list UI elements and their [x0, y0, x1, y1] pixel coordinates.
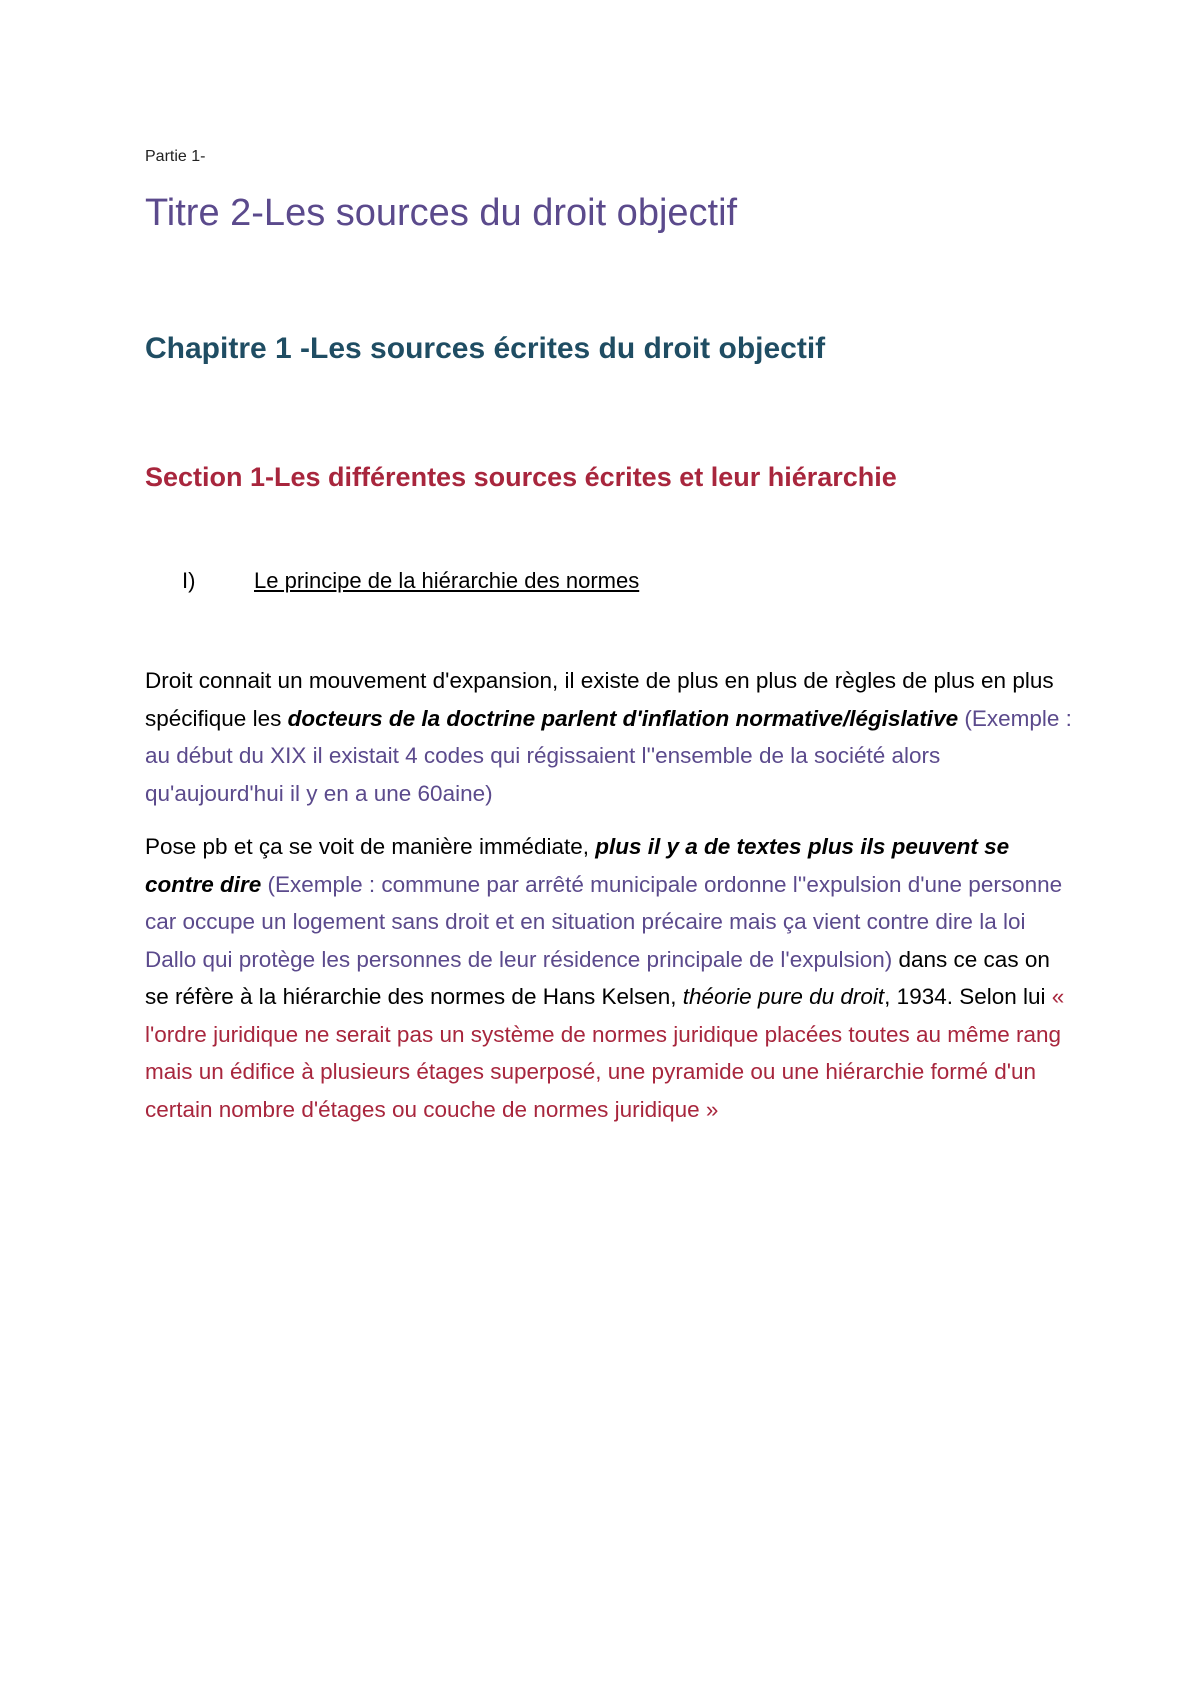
part-label: Partie 1-	[145, 148, 206, 165]
chapter-heading: Chapitre 1 -Les sources écrites du droit objectif	[145, 332, 826, 365]
paragraph-1	[145, 662, 1075, 812]
paragraph-1-emphasis: docteurs de la doctrine parlent d'inflation normative/législative	[287, 705, 959, 731]
subheading-number: I)	[182, 568, 196, 593]
paragraph-2-continuation: dans ce cas on se réfère à la hiérarchie des normes de Hans Kelsen,	[145, 946, 1050, 1009]
paragraph-2-year: , 1934. Selon lui	[884, 984, 1052, 1009]
paragraph-2	[145, 828, 1075, 1128]
subheading	[182, 568, 639, 594]
paragraph-1-intro: Droit connait un mouvement d'expansion, il existe de plus en plus de règles de plus en plus spécifique les	[145, 668, 1054, 731]
paragraph-2-emphasis: plus il y a de textes plus ils peuvent se contre dire	[145, 834, 1010, 897]
paragraph-2-work-title: théorie pure du droit	[682, 984, 885, 1009]
paragraph-2-quote: « l'ordre juridique ne serait pas un système de normes juridique placées toutes au même rang mais un édifice à plusieurs étages superposé, une pyramide ou une hiérarchie formé d'un certain nombre d'étages ou couche de normes juridique »	[145, 984, 1065, 1122]
paragraph-2-intro: Pose pb et ça se voit de manière immédiate,	[145, 834, 596, 859]
section-heading: Section 1-Les différentes sources écrites et leur hiérarchie	[145, 462, 897, 492]
paragraph-2-example: (Exemple : commune par arrêté municipale ordonne l''expulsion d'une personne car occupe un logement sans droit et en situation précaire mais ça vient contre dire la loi Dallo qui protège les personnes de leur résidence principale de l'expulsion)	[145, 871, 1063, 972]
document-title: Titre 2-Les sources du droit objectif	[145, 192, 738, 234]
subheading-text: Le principe de la hiérarchie des normes	[254, 568, 640, 593]
paragraph-1-example: (Exemple : au début du XIX il existait 4 codes qui régissaient l''ensemble de la société alors qu'aujourd'hui il y en a une 60aine)	[145, 705, 1072, 806]
